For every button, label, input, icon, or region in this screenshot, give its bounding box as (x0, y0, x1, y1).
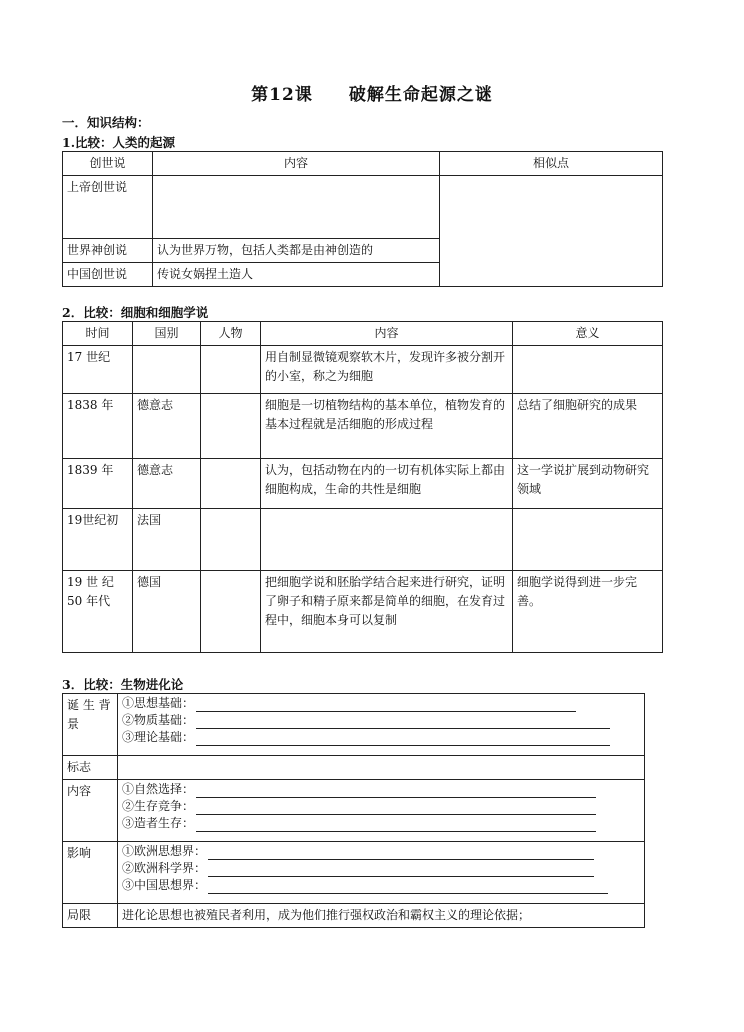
row-name: 上帝创世说 (63, 176, 153, 239)
answer-blank[interactable] (208, 847, 594, 860)
fill-line (122, 860, 640, 877)
fill-line (122, 729, 640, 746)
milestone-cell (118, 756, 645, 780)
country-cell (133, 346, 201, 394)
person-cell (201, 394, 261, 459)
country-cell: 德意志 (133, 394, 201, 459)
page-title (0, 80, 744, 105)
header-creation: 创世说 (63, 152, 153, 176)
label-background: 诞 生 背景 (63, 694, 118, 756)
item-label: ②欧洲科学界： (122, 861, 207, 875)
item-label: ②生存竞争： (122, 799, 195, 813)
header-content: 内容 (261, 322, 513, 346)
row-name: 世界神创说 (63, 239, 153, 263)
meaning-cell (513, 509, 663, 571)
time-cell: 17 世纪 (63, 346, 133, 394)
answer-blank[interactable] (196, 819, 596, 832)
item-label: ③中国思想界： (122, 878, 207, 892)
label-limitation: 局限 (63, 904, 118, 928)
answer-blank[interactable] (196, 785, 596, 798)
table-cell-theory (62, 321, 663, 653)
content-cell: 认为，包括动物在内的一切有机体实际上都由细胞构成，生命的共性是细胞 (261, 459, 513, 509)
item-label: ③造者生存： (122, 816, 195, 830)
time-cell: 1839 年 (63, 459, 133, 509)
country-cell: 德意志 (133, 459, 201, 509)
answer-blank[interactable] (196, 716, 610, 729)
header-time: 时间 (63, 322, 133, 346)
section-human-origin: 1.比较：人类的起源 (62, 135, 176, 150)
meaning-cell: 这一学说扩展到动物研究领域 (513, 459, 663, 509)
country-cell: 德国 (133, 571, 201, 653)
person-cell (201, 346, 261, 394)
person-cell (201, 509, 261, 571)
section-cell-theory: 2．比较：细胞和细胞学说 (62, 305, 209, 320)
item-label: ③理论基础： (122, 730, 195, 744)
row-content (153, 176, 440, 239)
person-cell (201, 459, 261, 509)
fill-line (122, 843, 640, 860)
row-content: 认为世界万物，包括人类都是由神创造的 (153, 239, 440, 263)
content-cell (261, 509, 513, 571)
fill-line (122, 695, 640, 712)
header-meaning: 意义 (513, 322, 663, 346)
similar-cell (440, 176, 663, 287)
person-cell (201, 571, 261, 653)
country-cell: 法国 (133, 509, 201, 571)
item-label: ②物质基础： (122, 713, 195, 727)
answer-blank[interactable] (196, 699, 576, 712)
content-cell: 细胞是一切植物结构的基本单位，植物发育的基本过程就是活细胞的形成过程 (261, 394, 513, 459)
section-knowledge-structure: 一．知识结构： (62, 115, 150, 130)
item-label: ①自然选择： (122, 782, 195, 796)
answer-blank[interactable] (208, 864, 594, 877)
lesson-name: 破解生命起源之谜 (348, 85, 493, 105)
fill-line (122, 712, 640, 729)
label-influence: 影响 (63, 842, 118, 904)
answer-blank[interactable] (196, 733, 610, 746)
fill-line (122, 877, 640, 894)
fill-line (122, 798, 640, 815)
header-country: 国别 (133, 322, 201, 346)
label-content: 内容 (63, 780, 118, 842)
fill-line (122, 815, 640, 832)
label-milestone: 标志 (63, 756, 118, 780)
item-label: ①欧洲思想界： (122, 844, 207, 858)
time-cell: 1838 年 (63, 394, 133, 459)
header-content: 内容 (153, 152, 440, 176)
row-content: 传说女娲捏土造人 (153, 263, 440, 287)
time-cell: 19 世 纪 50 年代 (63, 571, 133, 653)
table-evolution (62, 693, 645, 928)
time-cell: 19世纪初 (63, 509, 133, 571)
row-name: 中国创世说 (63, 263, 153, 287)
meaning-cell: 细胞学说得到进一步完善。 (513, 571, 663, 653)
item-label: ①思想基础： (122, 696, 195, 710)
answer-blank[interactable] (208, 881, 608, 894)
fill-line (122, 781, 640, 798)
meaning-cell: 总结了细胞研究的成果 (513, 394, 663, 459)
meaning-cell (513, 346, 663, 394)
answer-blank[interactable] (196, 802, 596, 815)
section-evolution: 3．比较：生物进化论 (62, 677, 184, 692)
content-cell: 把细胞学说和胚胎学结合起来进行研究，证明了卵子和精子原来都是简单的细胞，在发育过程中，细胞本身可以复制 (261, 571, 513, 653)
lesson-number: 第12课 (251, 85, 313, 105)
limitation-text: 进化论思想也被殖民者利用，成为他们推行强权政治和霸权主义的理论依据； (118, 904, 645, 928)
table-human-origin (62, 151, 663, 287)
header-person: 人物 (201, 322, 261, 346)
header-similar: 相似点 (440, 152, 663, 176)
content-cell: 用自制显微镜观察软木片，发现许多被分割开的小室，称之为细胞 (261, 346, 513, 394)
